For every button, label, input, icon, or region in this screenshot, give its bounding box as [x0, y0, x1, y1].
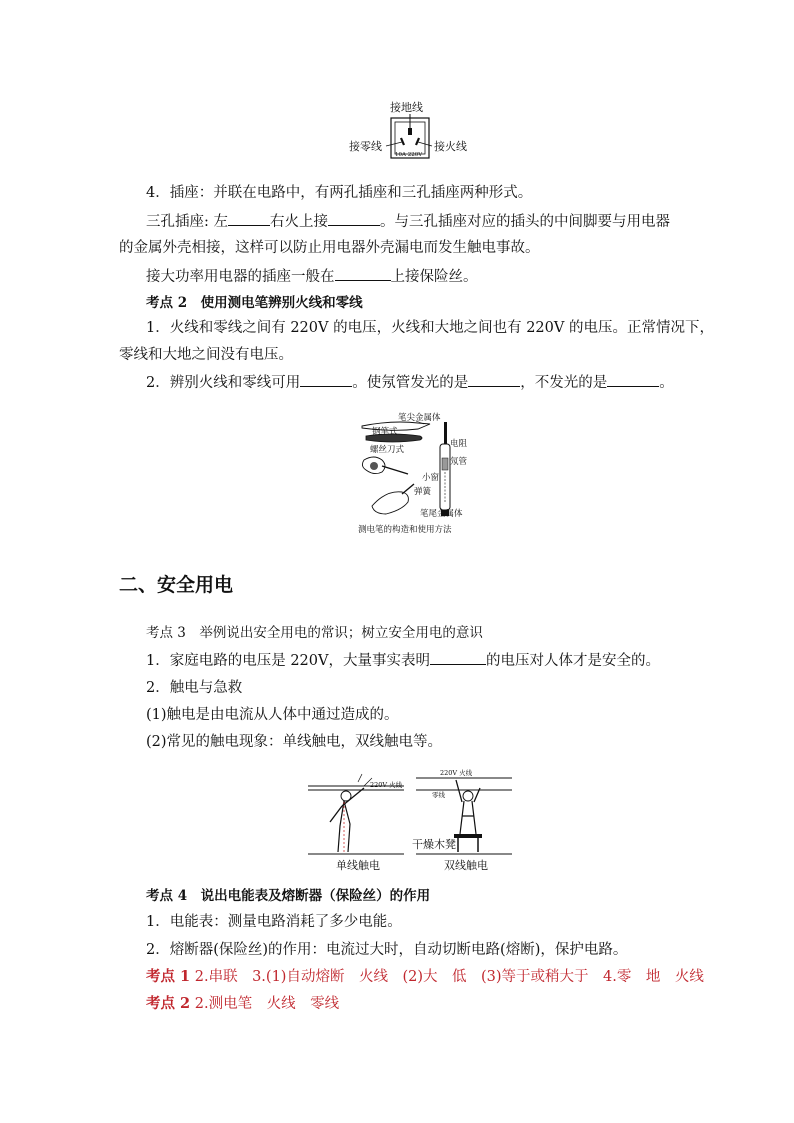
- high-power-text-a: 接大功率用电器的插座一般在: [146, 269, 335, 285]
- test-pen-caption: 测电笔的构造和使用方法: [358, 525, 452, 535]
- shock-cause: (1)触电是由电流从人体中通过造成的。: [146, 707, 399, 723]
- shock-and-rescue: 2．触电与急救: [146, 680, 243, 696]
- three-hole-continuation: 的金属外壳相接，这样可以防止用电器外壳漏电而发生触电事故。: [119, 240, 540, 256]
- fuse-line: 2．熔断器(保险丝)的作用：电流过大时，自动切断电路(熔断)，保护电路。: [146, 942, 628, 958]
- voltage-fact-1-cont: 零线和大地之间没有电压。: [119, 347, 293, 363]
- household-voltage-text-a: 1．家庭电路的电压是 220V，大量事实表明: [146, 653, 430, 669]
- single-wire-label: 220V 火线: [370, 781, 403, 789]
- distinguish-line: [146, 372, 674, 393]
- pen-label-spring: 弹簧: [414, 487, 432, 497]
- test-pen-figure: [352, 410, 478, 536]
- single-wire-caption: 单线触电: [336, 859, 380, 872]
- pen-label-pen-type: 钢笔式: [372, 427, 398, 437]
- answer-2-label: 考点 2: [146, 995, 191, 1012]
- stool-label: 干燥木凳: [412, 838, 456, 851]
- blank-fill: [335, 266, 391, 281]
- high-power-line: [146, 266, 478, 287]
- pen-label-tail: 笔尾金属体: [420, 509, 463, 519]
- pen-label-neon: 氖管: [450, 457, 468, 467]
- socket-label-ground: 接地线: [390, 101, 423, 114]
- blank-fill: [607, 372, 659, 387]
- blank-fill: [468, 372, 520, 387]
- blank-fill: [430, 650, 486, 665]
- energy-meter-line: 1．电能表：测量电路消耗了多少电能。: [146, 914, 402, 930]
- section-heading-safe-electricity: 二、安全用电: [119, 574, 234, 596]
- pen-label-screwdriver: 螺丝刀式: [370, 445, 405, 455]
- answer-1-label: 考点 1: [146, 968, 191, 985]
- answer-1-text: 2.串联 3.(1)自动熔断 火线 (2)大 低 (3)等于或稍大于 4.零 地 火线: [194, 969, 704, 985]
- answer-line-1: [146, 967, 704, 987]
- three-hole-socket-line: [146, 211, 670, 232]
- three-hole-text-c: 。与三孔插座对应的插头的中间脚要与用电器: [380, 214, 670, 230]
- double-live-label: 220V 火线: [440, 769, 473, 777]
- three-hole-text-b: 右火上接: [270, 214, 328, 230]
- answer-line-2: [146, 994, 339, 1014]
- shock-types: (2)常见的触电现象：单线触电，双线触电等。: [146, 734, 443, 750]
- pen-label-tip: 笔尖金属体: [398, 413, 441, 423]
- blank-fill: [300, 372, 352, 387]
- blank-fill: [228, 211, 270, 226]
- pen-label-resistor: 电阻: [450, 439, 468, 449]
- socket-label-live: 接火线: [434, 140, 467, 153]
- blank-fill: [328, 211, 380, 226]
- pen-label-window: 小窗: [422, 473, 440, 483]
- double-neutral-label: 零线: [432, 791, 445, 799]
- answer-2-text: 2.测电笔 火线 零线: [194, 996, 340, 1012]
- kaodian-4-title: 考点 4 说出电能表及熔断器（保险丝）的作用: [146, 888, 431, 904]
- electric-shock-figure: [304, 766, 516, 874]
- socket-label-neutral: 接零线: [349, 140, 382, 153]
- double-wire-caption: 双线触电: [444, 859, 488, 872]
- distinguish-text-a: 2．辨别火线和零线可用: [146, 375, 301, 391]
- distinguish-text-c: ，不发光的是: [520, 375, 608, 391]
- high-power-text-b: 上接保险丝。: [390, 269, 478, 285]
- household-voltage-line: [146, 650, 660, 671]
- household-voltage-text-b: 的电压对人体才是安全的。: [485, 653, 660, 669]
- socket-figure: [346, 98, 474, 166]
- voltage-fact-1: 1．火线和零线之间有 220V 的电压，火线和大地之间也有 220V 的电压。正常情况下，: [146, 320, 714, 336]
- kaodian-3-title: 考点 3 举例说出安全用电的常识；树立安全用电的意识: [146, 625, 483, 641]
- socket-rating: 10A 220V: [395, 152, 423, 158]
- distinguish-text-d: 。: [659, 375, 674, 391]
- three-hole-text-a: 三孔插座: 左: [146, 214, 228, 230]
- kaodian-2-title: 考点 2 使用测电笔辨别火线和零线: [146, 295, 363, 311]
- distinguish-text-b: 。使氖管发光的是: [352, 375, 469, 391]
- socket-item-4: 4．插座：并联在电路中，有两孔插座和三孔插座两种形式。: [146, 185, 533, 201]
